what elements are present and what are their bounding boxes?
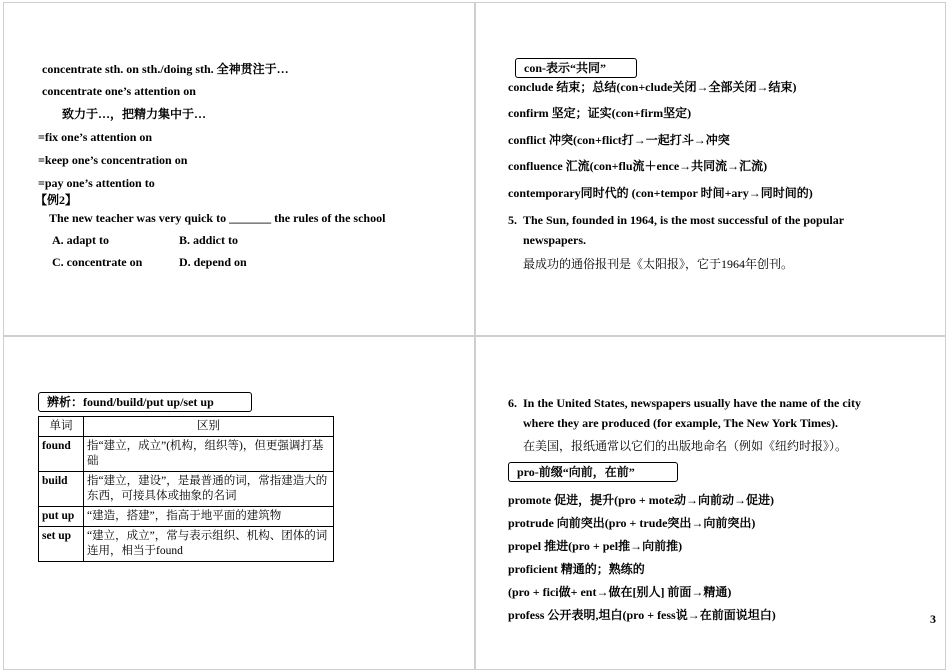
table-header-diff: 区别 xyxy=(84,417,334,437)
option-b: B. addict to xyxy=(179,233,239,247)
table-cell-word: build xyxy=(39,472,84,507)
slide-panel-top-left xyxy=(3,2,475,336)
table-header-row xyxy=(39,417,334,437)
table-cell-desc: 指“建立，建设”，是最普通的词，常指建造大的东西，可接具体或抽象的名词 xyxy=(84,472,334,507)
option-c: C. concentrate on xyxy=(52,255,143,269)
phrase-line: =keep one’s concentration on xyxy=(38,153,188,167)
sentence-line: where they are produced (for example, The New York Times). xyxy=(523,416,838,430)
vocab-entry: confluence 汇流(con+flu流＋ence→共同流→汇流) xyxy=(508,159,768,173)
table-cell-word: found xyxy=(39,437,84,472)
option-d: D. depend on xyxy=(179,255,247,269)
sentence-line: The Sun, founded in 1964, is the most successful of the popular xyxy=(523,213,845,227)
table-header-word: 单词 xyxy=(39,417,84,437)
table-cell-desc: 指“建立，成立”(机构，组织等)，但更强调打基础 xyxy=(84,437,334,472)
example-label: 【例2】 xyxy=(35,193,78,207)
vocab-entry: contemporary同时代的 (con+tempor 时间+ary→同时间的) xyxy=(508,186,813,200)
table-row xyxy=(39,507,334,527)
comparison-table xyxy=(38,416,334,562)
item-number: 5. xyxy=(508,213,517,227)
phrase-line: concentrate sth. on sth./doing sth. 全神贯注于… xyxy=(42,62,289,76)
comparison-tag: 辨析：found/build/put up/set up xyxy=(38,392,252,412)
pro-prefix-tag: pro-前缀“向前，在前” xyxy=(508,462,678,482)
item-number: 6. xyxy=(508,396,517,410)
vocab-entry: propel 推进(pro + pel推→向前推) xyxy=(508,539,683,553)
vocab-entry: proficient 精通的；熟练的 xyxy=(508,562,645,576)
sentence-translation: 在美国，报纸通常以它们的出版地命名（例如《纽约时报》）。 xyxy=(523,439,848,453)
sentence-line: In the United States, newspapers usually have the name of the city xyxy=(523,396,862,410)
vocab-entry: conclude 结束；总结(con+clude关闭→全部关闭→结束) xyxy=(508,80,797,94)
vocab-entry: protrude 向前突出(pro + trude突出→向前突出) xyxy=(508,516,756,530)
phrase-line: =pay one’s attention to xyxy=(38,176,155,190)
table-row xyxy=(39,527,334,562)
table-cell-desc: “建立，成立”，常与表示组织、机构、团体的词连用，相当于found xyxy=(84,527,334,562)
phrase-line: 致力于…，把精力集中于… xyxy=(62,107,207,121)
option-a: A. adapt to xyxy=(52,233,110,247)
table-cell-desc: “建造，搭建”，指高于地平面的建筑物 xyxy=(84,507,334,527)
example-question: The new teacher was very quick to _______ the rules of the school xyxy=(49,211,386,225)
table-row xyxy=(39,472,334,507)
phrase-line: concentrate one’s attention on xyxy=(42,84,196,98)
con-prefix-tag: con-表示“共同” xyxy=(515,58,637,78)
table-cell-word: set up xyxy=(39,527,84,562)
table-row xyxy=(39,437,334,472)
vocab-entry: confirm 坚定；证实(con+firm坚定) xyxy=(508,106,692,120)
vocab-entry: conflict 冲突(con+flict打→一起打斗→冲突 xyxy=(508,133,730,147)
sentence-translation: 最成功的通俗报刊是《太阳报》，它于1964年创刊。 xyxy=(523,257,794,271)
vocab-entry: profess 公开表明,坦白(pro + fess说→在前面说坦白) xyxy=(508,608,776,622)
phrase-line: =fix one’s attention on xyxy=(38,130,153,144)
vocab-entry: (pro + fici做+ ent→做在[别人] 前面→精通) xyxy=(508,585,732,599)
sentence-line: newspapers. xyxy=(523,233,587,247)
vocab-entry: promote 促进，提升(pro + mote动→向前动→促进) xyxy=(508,493,775,507)
table-cell-word: put up xyxy=(39,507,84,527)
page-number: 3 xyxy=(930,612,936,626)
